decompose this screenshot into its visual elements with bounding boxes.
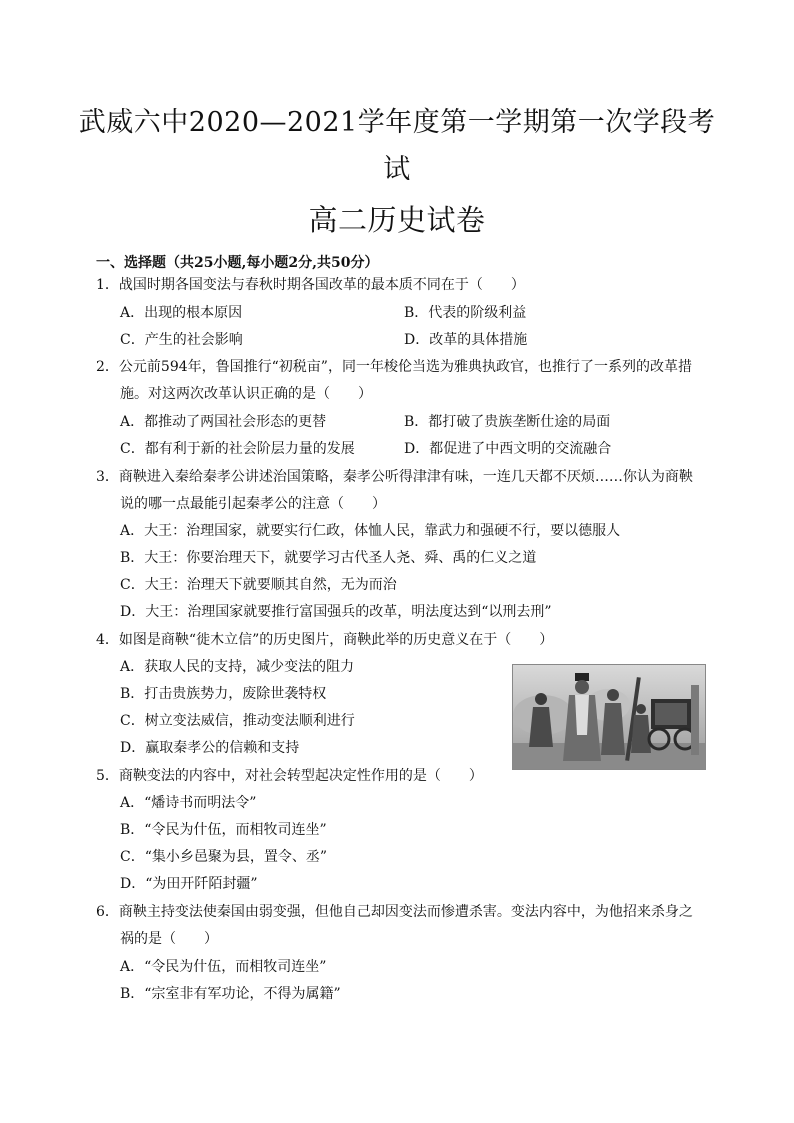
question-stem-line: 4．如图是商鞅“徙木立信”的历史图片，商鞅此举的历史意义在于（ ） xyxy=(96,632,554,648)
question-4-illustration xyxy=(512,664,706,770)
exam-title-line2: 试 xyxy=(383,154,411,185)
question-1-option-c: C．产生的社会影响 xyxy=(120,332,243,348)
question-2-option-c: C．都有利于新的社会阶层力量的发展 xyxy=(120,441,355,457)
question-1-option-d: D．改革的具体措施 xyxy=(404,332,528,348)
question-5-stem xyxy=(96,763,483,790)
question-6-stem xyxy=(96,899,693,953)
question-3-stem xyxy=(96,464,693,518)
question-2-stem xyxy=(96,354,692,408)
question-1-option-b: B．代表的阶级利益 xyxy=(404,305,527,321)
question-6-option-b: B．“宗室非有军功论，不得为属籍” xyxy=(120,986,341,1002)
question-4-option-b: B．打击贵族势力，废除世袭特权 xyxy=(120,686,327,702)
question-2-option-b: B．都打破了贵族垄断仕途的局面 xyxy=(404,414,611,430)
section-heading: 一、选择题（共25小题,每小题2分,共50分） xyxy=(96,255,379,271)
question-3-option-c: C．大王：治理天下就要顺其自然，无为而治 xyxy=(120,577,397,593)
question-5-option-c: C．“集小乡邑聚为县，置令、丞” xyxy=(120,849,328,865)
question-2-option-a: A．都推动了两国社会形态的更替 xyxy=(120,414,327,430)
exam-subtitle: 高二历史试卷 xyxy=(308,203,486,237)
question-5-option-d: D．“为田开阡陌封疆” xyxy=(120,876,258,892)
question-stem-line: 施。对这两次改革认识正确的是（ ） xyxy=(120,386,372,402)
question-3-option-a: A．大王：治理国家，就要实行仁政，体恤人民，靠武力和强硬不行，要以德服人 xyxy=(120,523,621,539)
question-1-stem xyxy=(96,272,525,299)
historical-painting-image xyxy=(513,665,705,769)
question-4-option-c: C．树立变法威信，推动变法顺利进行 xyxy=(120,713,355,729)
question-stem-line: 祸的是（ ） xyxy=(120,931,218,947)
question-2-option-d: D．都促进了中西文明的交流融合 xyxy=(404,441,612,457)
question-5-option-b: B．“令民为什伍，而相牧司连坐” xyxy=(120,822,327,838)
question-4-option-d: D．赢取秦孝公的信赖和支持 xyxy=(120,740,300,756)
question-6-option-a: A．“令民为什伍，而相牧司连坐” xyxy=(120,959,327,975)
question-stem-line: 1．战国时期各国变法与春秋时期各国改革的最本质不同在于（ ） xyxy=(96,277,525,293)
question-5-option-a: A．“燔诗书而明法令” xyxy=(120,795,257,811)
question-stem-line: 6．商鞅主持变法使秦国由弱变强，但他自己却因变法而惨遭杀害。变法内容中，为他招来杀身之 xyxy=(96,904,693,920)
exam-title-line1: 武威六中2020—2021学年度第一学期第一次学段考 xyxy=(78,107,716,138)
question-stem-line: 5．商鞅变法的内容中，对社会转型起决定性作用的是（ ） xyxy=(96,768,483,784)
question-3-option-b: B．大王：你要治理天下，就要学习古代圣人尧、舜、禹的仁义之道 xyxy=(120,550,537,566)
question-stem-line: 3．商鞅进入秦给秦孝公讲述治国策略，秦孝公听得津津有味，一连几天都不厌烦……你认为商鞅 xyxy=(96,469,693,485)
question-4-option-a: A．获取人民的支持，减少变法的阻力 xyxy=(120,659,355,675)
question-3-option-d: D．大王：治理国家就要推行富国强兵的改革，明法度达到“以刑去刑” xyxy=(120,604,552,620)
question-stem-line: 2．公元前594年，鲁国推行“初税亩”，同一年梭伦当选为雅典执政官，也推行了一系列的改革措 xyxy=(96,359,692,375)
question-4-stem xyxy=(96,627,553,654)
question-stem-line: 说的哪一点最能引起秦孝公的注意（ ） xyxy=(120,496,386,512)
question-1-option-a: A．出现的根本原因 xyxy=(120,305,243,321)
